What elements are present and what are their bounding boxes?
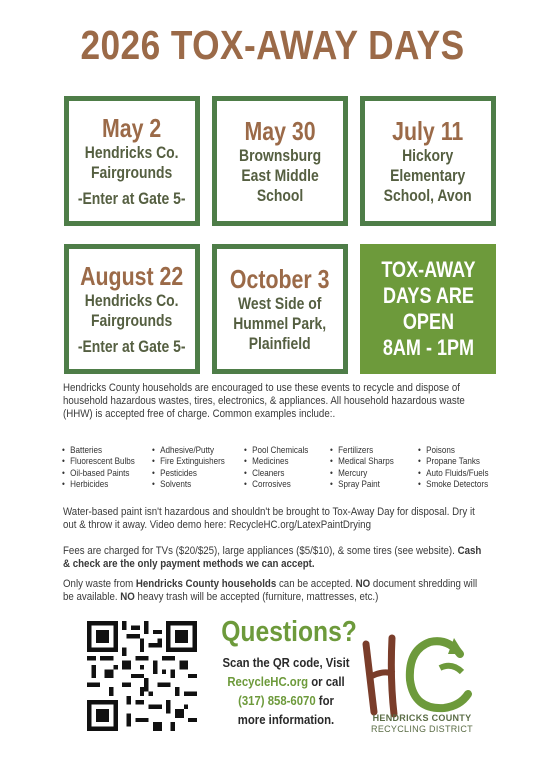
- questions-text: [217, 653, 355, 729]
- list-item: • Mercury: [330, 468, 394, 479]
- list-item: • Poisons: [418, 445, 489, 456]
- event-box-may-30: [212, 96, 348, 226]
- list-item: • Pool Chemicals: [244, 445, 308, 456]
- waste-note: [63, 578, 483, 604]
- event-location-line: Plainfield: [249, 333, 311, 353]
- questions-line-2: [217, 672, 355, 691]
- event-location-line: Hendricks Co.: [85, 290, 179, 310]
- event-box-october-3: [212, 244, 348, 374]
- list-item: • Fertilizers: [330, 445, 394, 456]
- waste-text: document shredding will be available.: [63, 578, 478, 604]
- items-column: [244, 445, 308, 491]
- waste-text: can be accepted.: [276, 578, 356, 590]
- paint-note-text: Water-based paint isn't hazardous and shouldn't be brought to Tox-Away Day for disposal. Dry it out & throw it away. Video demo here: RecycleHC.org/LatexPaintDrying: [63, 506, 475, 532]
- list-item: • Corrosives: [244, 479, 308, 490]
- paint-note: [63, 506, 483, 532]
- hazardous-items-list: [62, 445, 502, 495]
- qr-code[interactable]: [87, 621, 197, 731]
- event-location-line: Brownsburg: [238, 145, 322, 165]
- list-item: • Adhesive/Putty: [152, 445, 225, 456]
- hours-box: [360, 244, 496, 374]
- logo-line-1: HENDRICKS COUNTY: [372, 713, 472, 723]
- waste-no-text: NO: [355, 578, 371, 590]
- hours-line: TOX-AWAY: [380, 257, 476, 282]
- event-location-line: School, Avon: [383, 185, 473, 205]
- event-location-line: Fairgrounds: [91, 162, 173, 182]
- event-date: October 3: [230, 263, 330, 294]
- event-box-july-11: [360, 96, 496, 226]
- items-column: [152, 445, 225, 491]
- phone-link[interactable]: (317) 858-6070: [238, 693, 316, 708]
- questions-line: more information.: [237, 712, 335, 727]
- list-item: • Fire Extinguishers: [152, 456, 225, 467]
- logo-line-2: RECYCLING DISTRICT: [371, 724, 473, 734]
- event-location-line: Elementary: [390, 165, 466, 185]
- event-location-line: Hickory: [402, 145, 454, 165]
- list-item: • Oil-based Paints: [62, 468, 135, 479]
- questions-text-part: for: [315, 693, 334, 708]
- event-location-line: Hendricks Co.: [85, 142, 179, 162]
- questions-line: Scan the QR code, Visit: [222, 655, 350, 670]
- hours-line: DAYS ARE: [382, 283, 474, 308]
- event-location-line: West Side of: [238, 293, 322, 313]
- event-location-line: School: [256, 185, 304, 205]
- list-item: • Medicines: [244, 456, 308, 467]
- event-location-line: Fairgrounds: [91, 310, 173, 330]
- list-item: • Herbicides: [62, 479, 135, 490]
- list-item: • Propane Tanks: [418, 456, 489, 467]
- event-date: May 2: [102, 112, 162, 143]
- logo-letters: HC: [360, 624, 362, 625]
- list-item: • Solvents: [152, 479, 225, 490]
- event-gate: -Enter at Gate 5-: [78, 336, 186, 356]
- intro-paragraph: [63, 382, 483, 422]
- list-item: • Fluorescent Bulbs: [62, 456, 135, 467]
- list-item: • Pesticides: [152, 468, 225, 479]
- list-item: • Smoke Detectors: [418, 479, 489, 490]
- fees-note: [63, 545, 483, 571]
- waste-text: Only waste from: [63, 578, 136, 590]
- waste-text: heavy trash will be accepted (furniture, mattresses, etc.): [134, 591, 379, 604]
- items-column: [418, 445, 489, 491]
- hcrd-logo: [360, 624, 480, 724]
- event-location-line: Hummel Park,: [233, 313, 327, 333]
- list-item: • Spray Paint: [330, 479, 394, 490]
- waste-no-text: NO: [120, 591, 135, 604]
- event-date: July 11: [392, 115, 464, 146]
- questions-text-part: or call: [308, 674, 345, 689]
- event-box-may-2: [64, 96, 200, 226]
- items-column: [330, 445, 394, 491]
- event-location-line: East Middle: [241, 165, 319, 185]
- items-column: [62, 445, 135, 491]
- event-date: August 22: [80, 260, 184, 291]
- waste-bold-text: Hendricks County households: [135, 578, 277, 590]
- event-gate: -Enter at Gate 5-: [78, 188, 186, 208]
- list-item: • Auto Fluids/Fuels: [418, 468, 489, 479]
- page-title: 2026 TOX-AWAY DAYS: [80, 22, 465, 68]
- questions-title: Questions?: [221, 616, 357, 648]
- payment-methods-note: Cash & check are the only payment methods we can accept.: [63, 545, 482, 571]
- list-item: • Batteries: [62, 445, 135, 456]
- list-item: • Medical Sharps: [330, 456, 394, 467]
- event-box-august-22: [64, 244, 200, 374]
- hours-line: OPEN: [402, 309, 454, 334]
- list-item: • Cleaners: [244, 468, 308, 479]
- intro-text: Hendricks County households are encouraged to use these events to recycle and dispose of household hazardous wastes, tires, electronics, & appliances. All household hazardous waste (HHW) is accepted free of charge. Common examples include:.: [63, 382, 465, 421]
- fees-note-text: Fees are charged for TVs ($20/$25), large appliances ($5/$10), & some tires (see website).: [63, 545, 455, 557]
- website-link[interactable]: RecycleHC.org: [227, 674, 309, 689]
- event-date: May 30: [244, 115, 316, 146]
- hours-line: 8AM - 1PM: [382, 335, 474, 360]
- questions-line-3: [217, 691, 355, 710]
